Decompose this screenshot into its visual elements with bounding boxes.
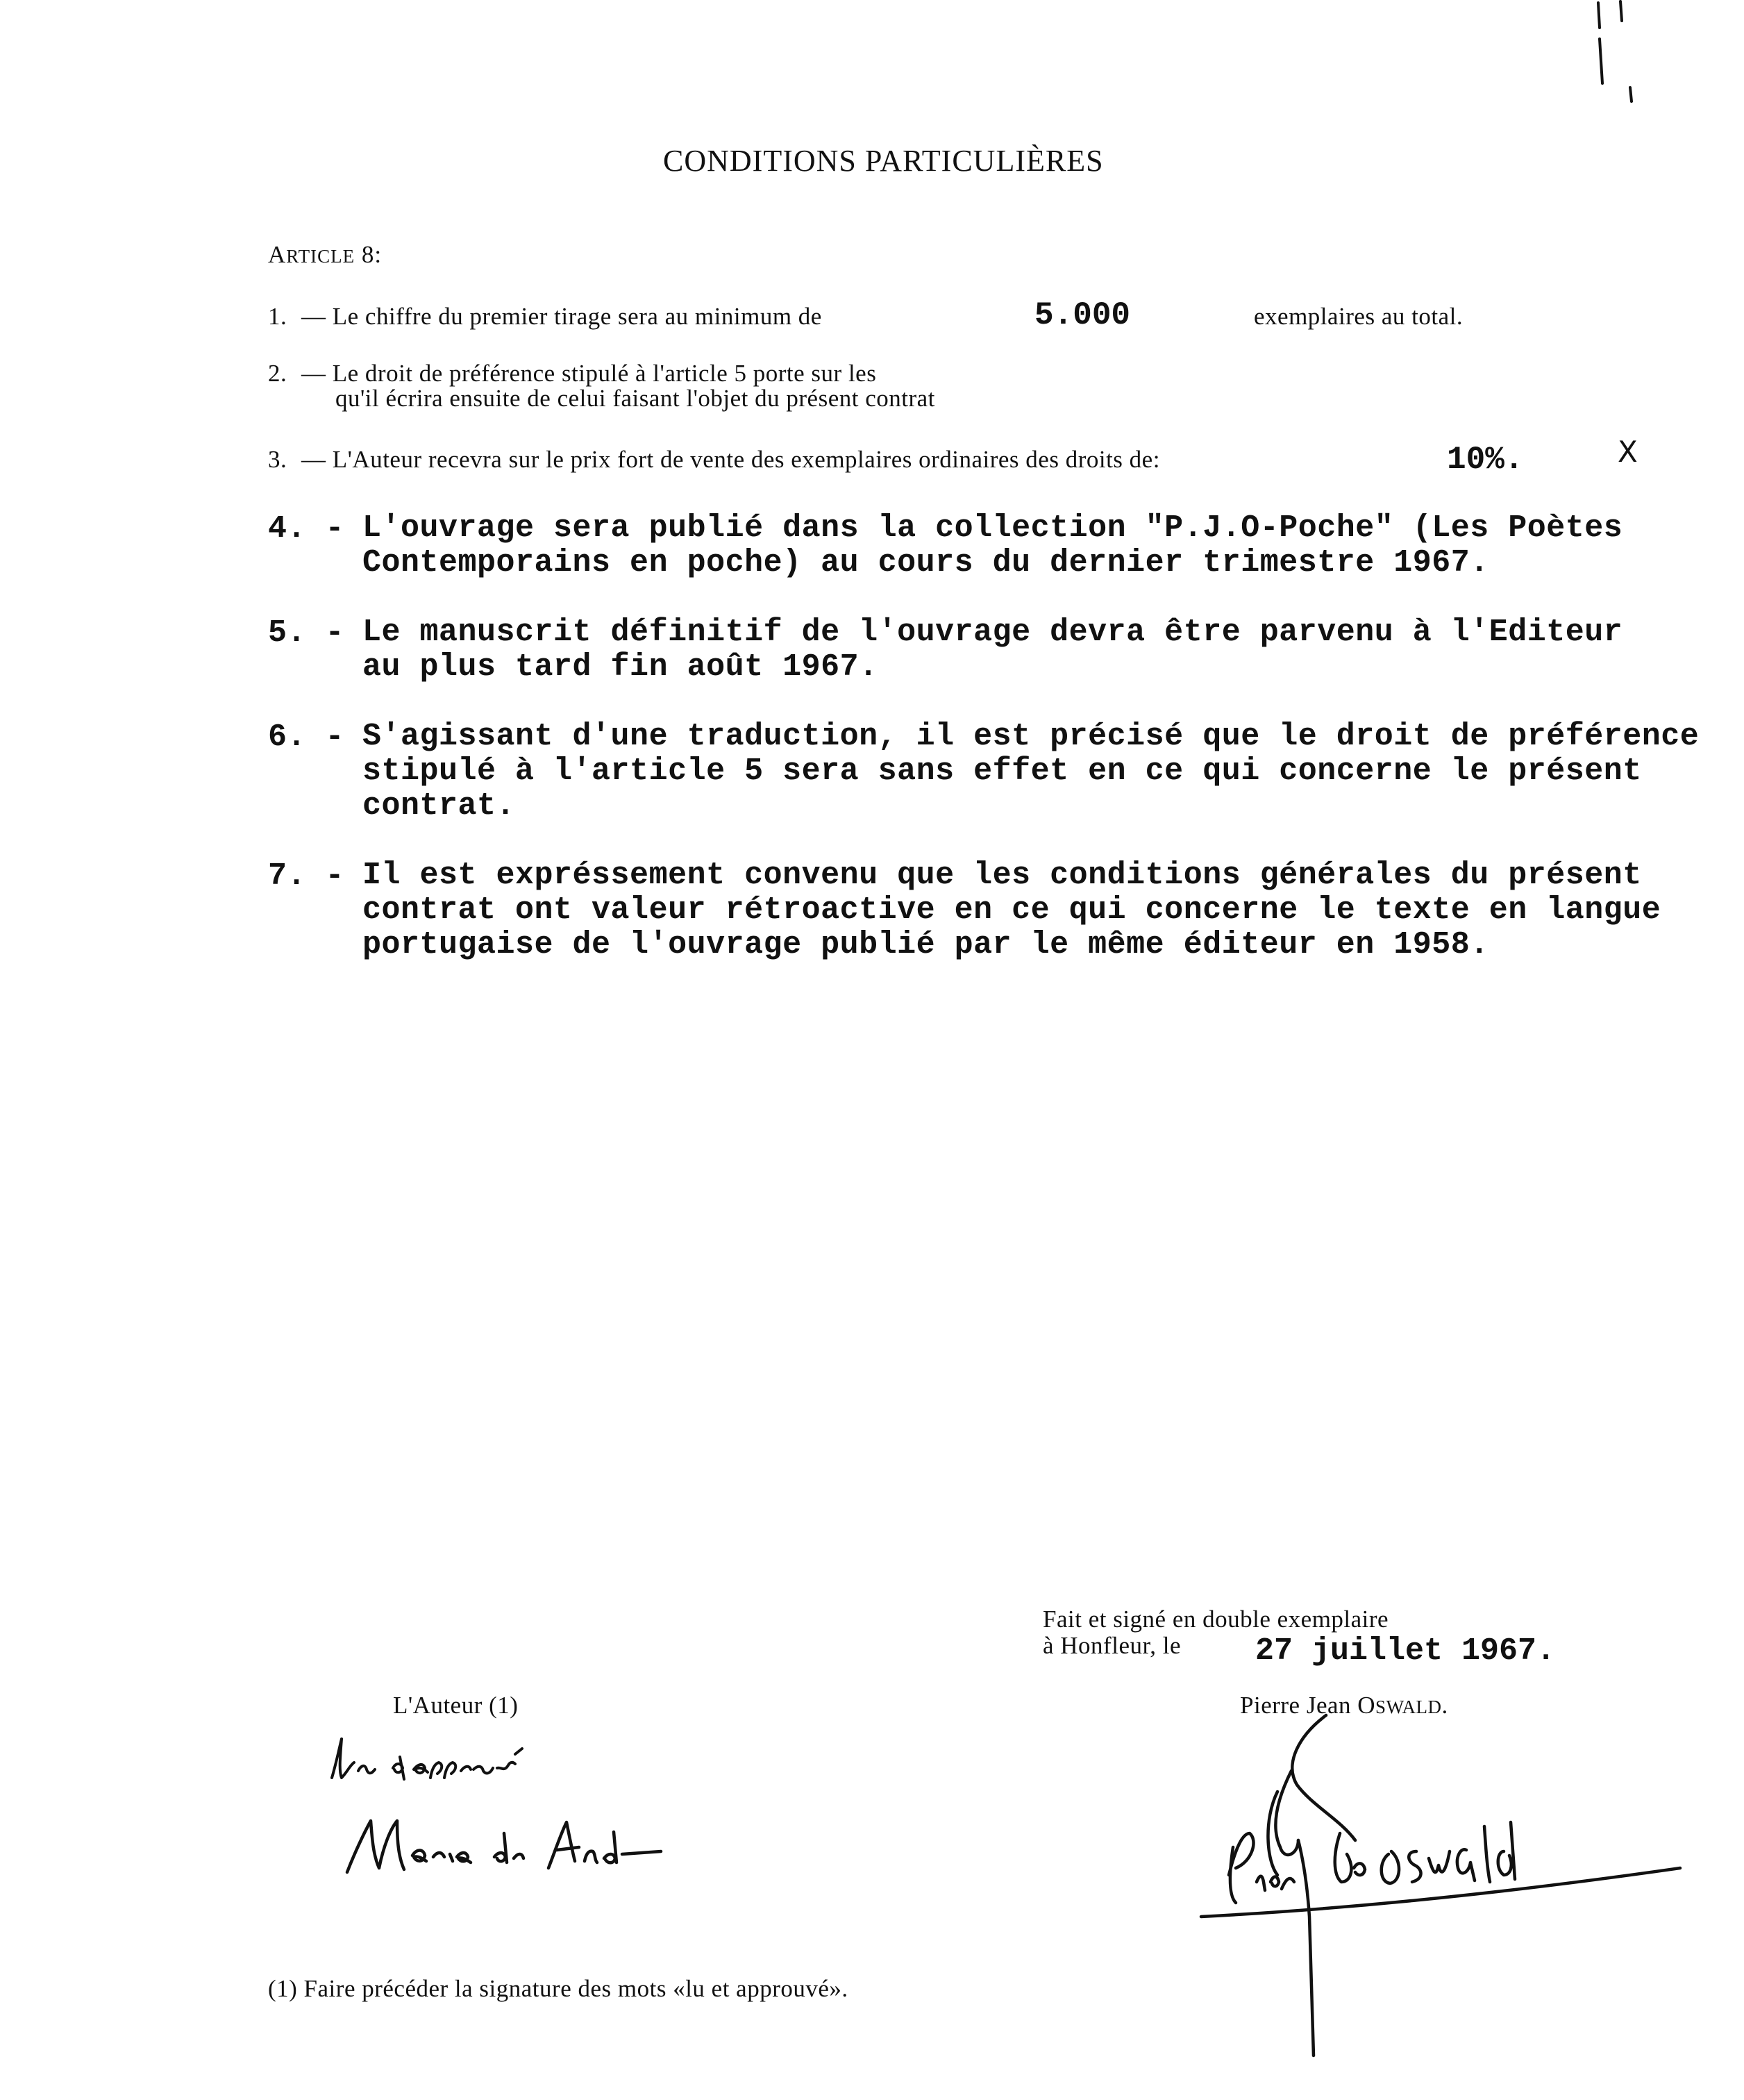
clause-3-royalty-value: 10%. xyxy=(1447,442,1524,478)
author-label: L'Auteur (1) xyxy=(393,1692,519,1719)
footnote: (1) Faire précéder la signature des mots «lu et approuvé». xyxy=(268,1975,848,2002)
clause-7-line-1: Il est expréssement convenu que les conditions générales du présent xyxy=(362,858,1642,893)
clause-3-number: 3. xyxy=(268,446,287,473)
author-signature xyxy=(340,1806,666,1882)
clause-2-number: 2. xyxy=(268,360,287,387)
clause-7-number: 7. - xyxy=(268,858,345,894)
article-label-cap: A xyxy=(268,241,287,268)
clause-7-line-2: contrat ont valeur rétroactive en ce qui concerne le texte en langue xyxy=(362,892,1661,928)
clause-4-number: 4. - xyxy=(268,511,345,547)
author-handwritten-approval xyxy=(326,1729,576,1792)
article-label-number: 8: xyxy=(361,241,383,268)
article-label-small: RTICLE xyxy=(286,246,355,267)
clause-4-line-1: L'ouvrage sera publié dans la collection "P.J.O-Poche" (Les Poètes xyxy=(362,510,1623,546)
publisher-first-name: Pierre Jean xyxy=(1240,1692,1352,1719)
clause-1-suffix: exemplaires au total. xyxy=(1254,303,1464,330)
clause-4-line-2: Contemporains en poche) au cours du dernier trimestre 1967. xyxy=(362,545,1489,581)
clause-5-line-1: Le manuscrit définitif de l'ouvrage devra être parvenu à l'Editeur xyxy=(362,615,1623,650)
clause-5-line-2: au plus tard fin août 1967. xyxy=(362,649,878,685)
clause-2-line-1: — Le droit de préférence stipulé à l'article 5 porte sur les xyxy=(301,360,877,387)
clause-1-number: 1. xyxy=(268,303,287,330)
publisher-name-period: . xyxy=(1441,1692,1448,1719)
signing-line-1: Fait et signé en double exemplaire xyxy=(1043,1606,1389,1633)
clause-6-line-3: contrat. xyxy=(362,788,516,824)
clause-3-text: — L'Auteur recevra sur le prix fort de vente des exemplaires ordinaires des droits de: xyxy=(301,446,1160,473)
clause-1-print-run-value: 5.000 xyxy=(1034,297,1131,333)
scan-artifact-marks xyxy=(1590,0,1645,104)
clause-6-number: 6. - xyxy=(268,719,345,755)
signing-date: 27 juillet 1967. xyxy=(1255,1633,1556,1669)
clause-6-line-2: stipulé à l'article 5 sera sans effet en ce qui concerne le présent xyxy=(362,753,1642,789)
publisher-last-name-cap: O xyxy=(1357,1692,1376,1719)
article-label xyxy=(268,241,382,269)
clause-6-line-1: S'agissant d'une traduction, il est précisé que le droit de préférence xyxy=(362,719,1700,754)
publisher-last-name-small: SWALD xyxy=(1375,1697,1442,1717)
clause-1-text: — Le chiffre du premier tirage sera au minimum de xyxy=(301,303,822,330)
clause-2-line-2: qu'il écrira ensuite de celui faisant l'objet du présent contrat xyxy=(335,385,935,412)
clause-7-line-3: portugaise de l'ouvrage publié par le même éditeur en 1958. xyxy=(362,927,1489,962)
clause-5-number: 5. - xyxy=(268,615,345,651)
publisher-signature xyxy=(1194,1708,1694,2069)
signing-line-2: à Honfleur, le xyxy=(1043,1632,1181,1659)
page-title: CONDITIONS PARTICULIÈRES xyxy=(663,144,1104,178)
margin-check-mark: X xyxy=(1618,435,1638,469)
